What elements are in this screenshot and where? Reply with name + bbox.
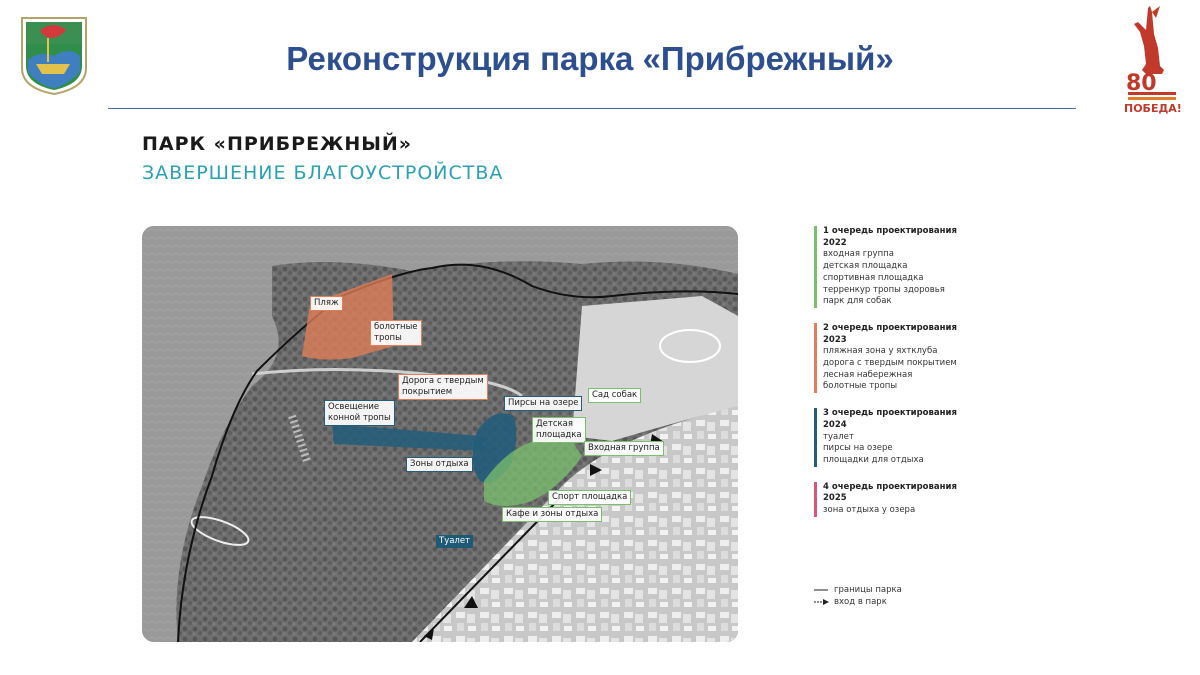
stage-1-item: входная группа bbox=[823, 249, 894, 260]
map-label-swamp-trails: болотные тропы bbox=[370, 320, 422, 346]
stage-3-item: площадки для отдыха bbox=[823, 454, 924, 465]
stage-1-item: спортивная площадка bbox=[823, 272, 924, 283]
stage-4-heading: 4 очередь проектирования 2025 bbox=[823, 481, 957, 504]
entrance-arrow-icon bbox=[814, 597, 834, 607]
map-label-dog-garden: Сад собак bbox=[588, 388, 641, 403]
stage-1-item: терренкур тропы здоровья bbox=[823, 284, 945, 295]
park-aerial-map bbox=[142, 226, 738, 642]
map-label-beach: Пляж bbox=[310, 296, 343, 311]
map-label-hard-road: Дорога с твердым покрытием bbox=[398, 374, 488, 400]
legend-stage-2 bbox=[814, 323, 1004, 393]
victory-80-logo bbox=[1120, 4, 1182, 116]
key-park-entrance bbox=[814, 596, 902, 608]
stage-2-color-bar bbox=[814, 323, 817, 393]
legend-stage-4 bbox=[814, 482, 1004, 517]
victory-number: 80 bbox=[1126, 71, 1157, 96]
stages-legend bbox=[814, 226, 1004, 532]
stage-1-item: парк для собак bbox=[823, 296, 892, 307]
map-label-entrance-group: Входная группа bbox=[584, 441, 664, 456]
key-park-entrance-label: вход в парк bbox=[834, 597, 887, 607]
map-label-horse-trail-lighting: Освещение конной тропы bbox=[324, 400, 395, 426]
stage-2-heading: 2 очередь проектирования 2023 bbox=[823, 322, 957, 345]
stage-3-item: туалет bbox=[823, 431, 854, 442]
stage-1-item: детская площадка bbox=[823, 261, 908, 272]
stage-1-color-bar bbox=[814, 226, 817, 308]
stage-4-color-bar bbox=[814, 482, 817, 517]
map-label-rest-zones: Зоны отдыха bbox=[406, 457, 473, 472]
stage-3-color-bar bbox=[814, 408, 817, 467]
victory-word: ПОБЕДА! bbox=[1124, 102, 1182, 115]
stage-3-item: пирсы на озере bbox=[823, 443, 893, 454]
map-label-cafe-rest: Кафе и зоны отдыха bbox=[502, 507, 602, 522]
city-coat-of-arms-logo bbox=[20, 16, 88, 96]
stage-2-item: дорога с твердым покрытием bbox=[823, 358, 957, 369]
slide-subtitle-park: ПАРК «ПРИБРЕЖНЫЙ» bbox=[142, 133, 413, 155]
map-label-lake-piers: Пирсы на озере bbox=[504, 396, 582, 411]
boundary-line-icon bbox=[814, 585, 834, 595]
map-label-toilet: Туалет bbox=[436, 535, 473, 548]
stage-2-item: пляжная зона у яхтклуба bbox=[823, 346, 938, 357]
map-label-playground: Детская площадка bbox=[532, 417, 586, 443]
legend-stage-1 bbox=[814, 226, 1004, 308]
key-park-boundary-label: границы парка bbox=[834, 585, 902, 595]
map-keys bbox=[814, 584, 902, 608]
page-title: Реконструкция парка «Прибрежный» bbox=[286, 40, 894, 77]
stage-4-item: зона отдыха у озера bbox=[823, 505, 916, 516]
stage-1-heading: 1 очередь проектирования 2022 bbox=[823, 226, 957, 248]
legend-stage-3 bbox=[814, 408, 1004, 467]
map-label-sport-ground: Спорт площадка bbox=[548, 490, 631, 505]
key-park-boundary bbox=[814, 584, 902, 596]
stage-3-heading: 3 очередь проектирования 2024 bbox=[823, 408, 957, 430]
stage-2-item: лесная набережная bbox=[823, 369, 913, 380]
stage-2-item: болотные тропы bbox=[823, 381, 898, 392]
slide-subtitle-stage: ЗАВЕРШЕНИЕ БЛАГОУСТРОЙСТВА bbox=[142, 162, 504, 184]
header-divider bbox=[108, 108, 1076, 109]
